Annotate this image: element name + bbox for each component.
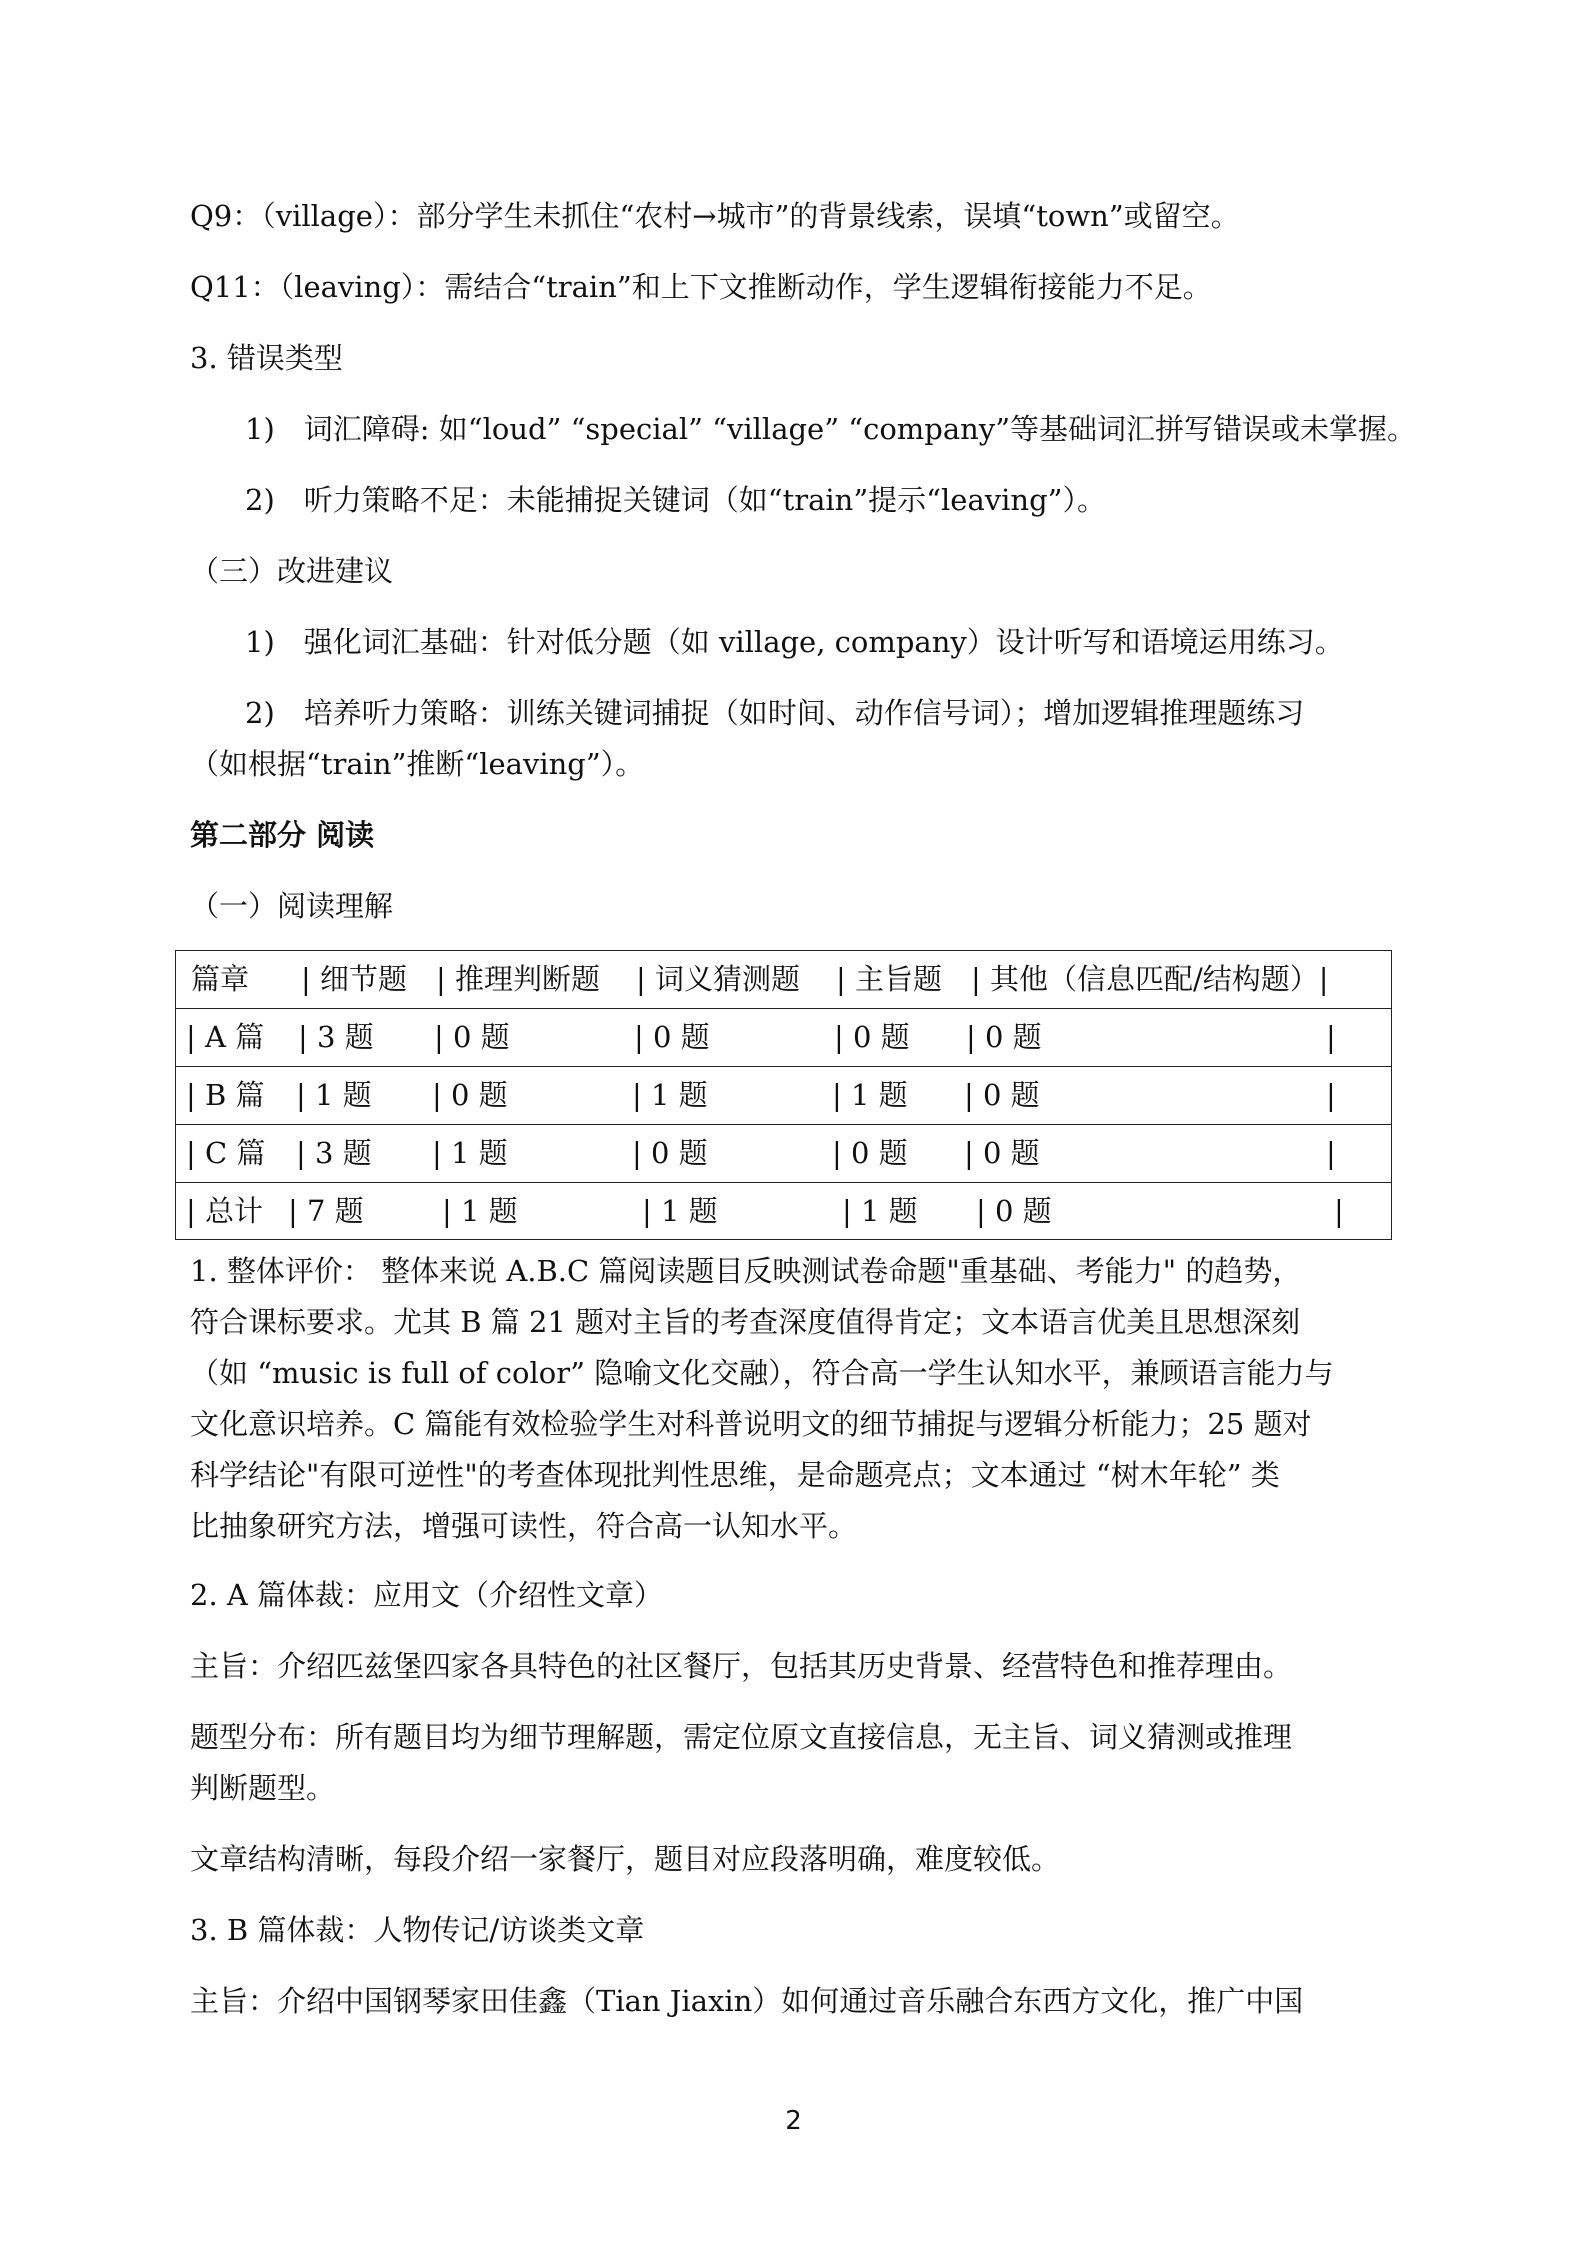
table-cell: | 0 题: [434, 1020, 510, 1054]
suggestion-item-1: 1) 强化词汇基础：针对低分题（如 village, company）设计听写和语境运用练习。: [245, 625, 1344, 659]
table-cell: | 0 题: [634, 1020, 710, 1054]
header-cell: | 主旨题: [836, 962, 942, 996]
table-cell: | 1 题: [632, 1078, 708, 1112]
table-cell: |: [1326, 1078, 1336, 1112]
table-cell: | 0 题: [966, 1020, 1042, 1054]
table-cell: | 总计: [186, 1194, 263, 1228]
a-passage-structure: 文章结构清晰，每段介绍一家餐厅，题目对应段落明确，难度较低。: [190, 1842, 1061, 1876]
table-row: [176, 1067, 1391, 1125]
error-types-heading: 3. 错误类型: [190, 341, 343, 375]
overall-evaluation-line: （如 “music is full of color” 隐喻文化交融），符合高一学生认知水平，兼顾语言能力与: [190, 1356, 1334, 1390]
a-passage-genre: 2. A 篇体裁：应用文（介绍性文章）: [190, 1578, 664, 1612]
a-passage-main-idea: 主旨：介绍匹兹堡四家各具特色的社区餐厅，包括其历史背景、经营特色和推荐理由。: [190, 1649, 1293, 1683]
header-cell: | 推理判断题: [436, 962, 600, 996]
table-cell: | 1 题: [296, 1078, 372, 1112]
header-cell: | 词义猜测题: [636, 962, 800, 996]
suggestions-heading: （三）改进建议: [190, 554, 394, 588]
q9-analysis: Q9：（village）：部分学生未抓住“农村→城市”的背景线索，误填“town”或留空。: [190, 199, 1240, 233]
table-row: [176, 1009, 1391, 1067]
header-cell: | 细节题: [301, 962, 407, 996]
table-cell: |: [1326, 1136, 1336, 1170]
a-passage-question-types: 题型分布：所有题目均为细节理解题，需定位原文直接信息，无主旨、词义猜测或推理: [190, 1720, 1293, 1754]
table-cell: | 1 题: [832, 1078, 908, 1112]
error-item-2: 2) 听力策略不足：未能捕捉关键词（如“train”提示“leaving”）。: [245, 483, 1106, 517]
table-row-total: [176, 1183, 1391, 1241]
table-header-row: [176, 951, 1391, 1009]
table-cell: | 0 题: [976, 1194, 1052, 1228]
table-cell: | 0 题: [964, 1078, 1040, 1112]
reading-question-table: [175, 950, 1392, 1240]
suggestion-item-2: 2) 培养听力策略：训练关键词捕捉（如时间、动作信号词）；增加逻辑推理题练习: [245, 696, 1305, 730]
overall-evaluation-line: 文化意识培养。C 篇能有效检验学生对科普说明文的细节捕捉与逻辑分析能力；25 题对: [190, 1407, 1312, 1441]
table-cell: | 0 题: [432, 1078, 508, 1112]
table-cell: | 1 题: [442, 1194, 518, 1228]
table-cell: | 0 题: [832, 1136, 908, 1170]
table-cell: | 1 题: [642, 1194, 718, 1228]
overall-evaluation-line: 比抽象研究方法，增强可读性，符合高一认知水平。: [190, 1509, 858, 1543]
table-cell: | C 篇: [186, 1136, 266, 1170]
table-cell: |: [1334, 1194, 1344, 1228]
part-title: 第二部分 阅读: [190, 818, 375, 852]
table-cell: | 0 题: [632, 1136, 708, 1170]
header-cell: | 其他（信息匹配/结构题）|: [971, 962, 1329, 996]
b-passage-genre: 3. B 篇体裁：人物传记/访谈类文章: [190, 1913, 645, 1947]
suggestion-item-2-cont: （如根据“train”推断“leaving”）。: [190, 747, 645, 781]
table-cell: | 1 题: [842, 1194, 918, 1228]
page-number: 2: [785, 2106, 802, 2136]
table-cell: | 0 题: [964, 1136, 1040, 1170]
b-passage-main-idea: 主旨：介绍中国钢琴家田佳鑫（Tian Jiaxin）如何通过音乐融合东西方文化，推广中国: [190, 1984, 1304, 2018]
q11-analysis: Q11：（leaving）：需结合“train”和上下文推断动作，学生逻辑衔接能力不足。: [190, 270, 1212, 304]
error-item-1: 1) 词汇障碍: 如“loud” “special” “village” “company”等基础词汇拼写错误或未掌握。: [245, 412, 1417, 446]
table-cell: | 1 题: [432, 1136, 508, 1170]
table-cell: | B 篇: [186, 1078, 265, 1112]
overall-evaluation-line: 符合课标要求。尤其 B 篇 21 题对主旨的考查深度值得肯定；文本语言优美且思想深刻: [190, 1305, 1301, 1339]
table-cell: | 0 题: [834, 1020, 910, 1054]
table-cell: | 3 题: [296, 1136, 372, 1170]
header-cell: 篇章: [191, 962, 250, 996]
table-cell: | 3 题: [298, 1020, 374, 1054]
overall-evaluation-line: 科学结论"有限可逆性"的考查体现批判性思维，是命题亮点；文本通过 “树木年轮” 类: [190, 1458, 1280, 1492]
a-passage-question-types-cont: 判断题型。: [190, 1771, 336, 1805]
table-cell: | 7 题: [288, 1194, 364, 1228]
table-row: [176, 1125, 1391, 1183]
table-cell: | A 篇: [186, 1020, 265, 1054]
table-cell: |: [1326, 1020, 1336, 1054]
section-title: （一）阅读理解: [190, 889, 394, 923]
overall-evaluation-line: 1. 整体评价： 整体来说 A.B.C 篇阅读题目反映测试卷命题"重基础、考能力" 的趋势，: [190, 1254, 1302, 1288]
